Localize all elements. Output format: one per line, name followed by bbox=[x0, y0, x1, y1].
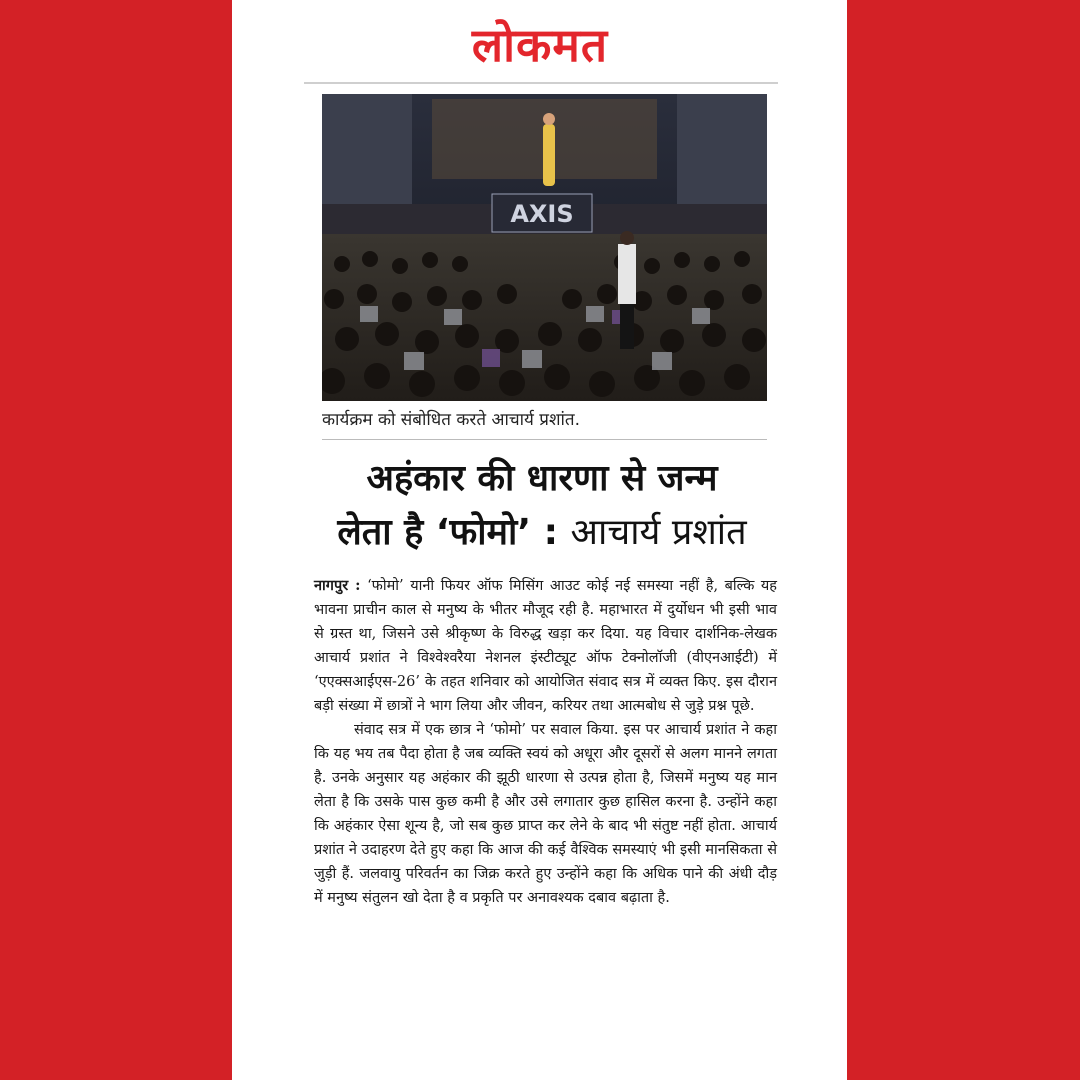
article-paragraph bbox=[314, 574, 777, 718]
article-paragraph-1-text: ‘फोमो’ यानी फियर ऑफ मिसिंग आउट कोई नई समस्या नहीं है, बल्कि यह भावना प्राचीन काल से मनुष्य के भीतर मौजूद रही है. महाभारत में दुर्योधन भी इसी भाव से ग्रस्त था, जिसने उसे श्रीकृष्ण के विरुद्ध खड़ा कर दिया. यह विचार दार्शनिक-लेखक आचार्य प्रशांत ने विश्वेश्वरैया नेशनल इंस्टीट्यूट ऑफ टेक्नोलॉजी (वीएनआईटी) में ‘एएक्सआईएस-26’ के तहत शनिवार को आयोजित संवाद सत्र में व्यक्त किए. इस दौरान बड़ी संख्या में छात्रों ने भाग लिया और जीवन, करियर तथा आत्मबोध से जुड़े प्रश्न पूछे. bbox=[314, 578, 778, 714]
event-photo bbox=[322, 94, 767, 401]
newspaper-clipping bbox=[232, 0, 847, 1080]
headline-line-2 bbox=[292, 506, 792, 560]
photo-caption: कार्यक्रम को संबोधित करते आचार्य प्रशांत. bbox=[322, 409, 767, 440]
headline-line-2-main: लेता है ‘फोमो’ : bbox=[337, 512, 558, 553]
speaker-figure bbox=[543, 124, 555, 186]
article-paragraph: संवाद सत्र में एक छात्र ने ‘फोमो’ पर सवाल किया. इस पर आचार्य प्रशांत ने कहा कि यह भय तब पैदा होता है जब व्यक्ति स्वयं को अधूरा और दूसरों से अलग मानने लगता है. उनके अनुसार यह अहंकार की झूठी धारणा से उत्पन्न होता है, जिसमें मनुष्य यह मान लेता है कि उसके पास कुछ कमी है और उसे लगातार कुछ हासिल करना है. उन्होंने कहा कि अहंकार ऐसा शून्य है, जो सब कुछ प्राप्त कर लेने के बाद भी संतुष्ट नहीं होता. आचार्य प्रशांत ने उदाहरण देते हुए कहा कि आज की कई वैश्विक समस्याएं भी इसी मानसिकता से जुड़ी हैं. जलवायु परिवर्तन का जिक्र करते हुए उन्होंने कहा कि अधिक पाने की अंधी दौड़ में मनुष्य संतुलन खो देता है व प्रकृति पर अनावश्यक दबाव बढ़ाता है. bbox=[314, 722, 777, 906]
masthead-divider bbox=[304, 82, 778, 84]
article-body bbox=[314, 574, 777, 910]
masthead-logo: लोकमत bbox=[471, 18, 609, 72]
headline-speaker-name: आचार्य प्रशांत bbox=[570, 512, 747, 553]
headline-line-1: अहंकार की धारणा से जन्म bbox=[366, 458, 718, 499]
article-headline bbox=[292, 452, 792, 560]
dateline: नागपुर : bbox=[314, 577, 361, 594]
stage-sign-text: AXIS bbox=[510, 200, 574, 228]
auditorium-illustration bbox=[322, 94, 767, 401]
